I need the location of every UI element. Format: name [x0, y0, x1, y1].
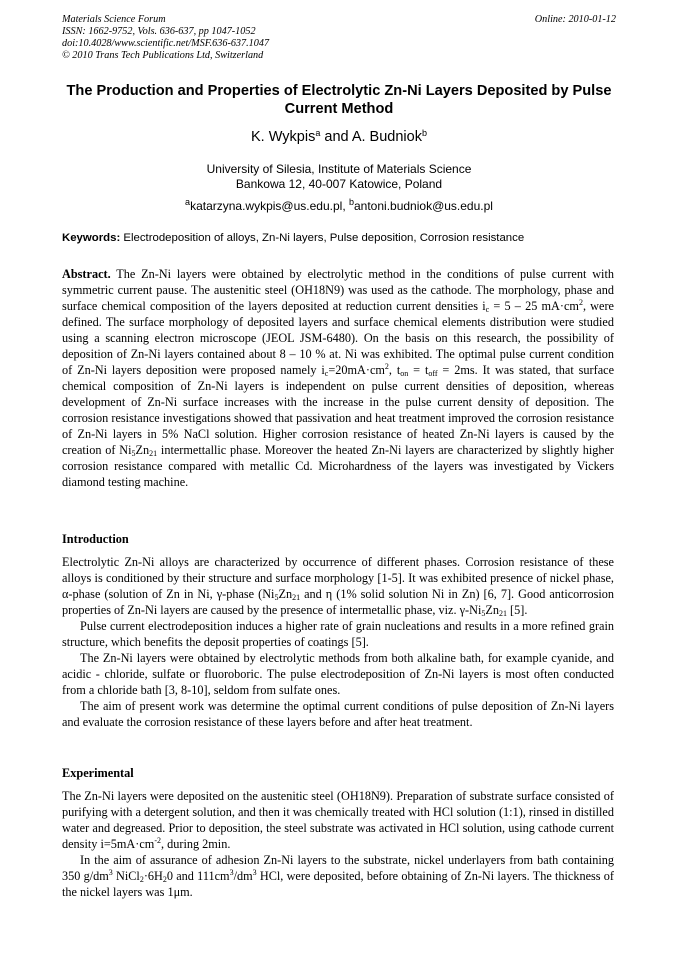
text-run: HCl, were deposited, before obtaining of Zn-Ni layers. The thickness of the nickel layers was 1μm.: [62, 869, 614, 899]
email-link[interactable]: antoni.budniok@us.edu.pl: [354, 199, 493, 213]
subscript: off: [428, 369, 438, 378]
subscript: 21: [149, 449, 158, 458]
subscript: 2: [139, 875, 144, 884]
author-name: K. Wykpis: [251, 129, 316, 145]
subscript: 2: [162, 875, 167, 884]
author-emails: [0, 199, 678, 213]
superscript: 3: [108, 868, 113, 877]
journal-issn: ISSN: 1662-9752, Vols. 636-637, pp 1047-1052: [62, 26, 256, 37]
introduction-section: [62, 554, 614, 730]
subscript: 5: [274, 593, 279, 602]
superscript: 3: [252, 868, 257, 877]
affiliation-mark: a: [315, 128, 321, 138]
abstract-label: Abstract.: [62, 267, 111, 281]
online-date: Online: 2010-01-12: [534, 14, 616, 25]
affiliation-institute: University of Silesia, Institute of Materials Science: [206, 162, 472, 176]
keywords-label: Keywords:: [62, 232, 121, 244]
affiliation-mark: a: [185, 197, 191, 207]
text-run: 0 and 111cm: [166, 869, 230, 883]
journal-doi: doi:10.4028/www.scientific.net/MSF.636-637.1047: [62, 38, 270, 49]
text-run: NiCl: [112, 869, 140, 883]
affiliation-mark: b: [421, 128, 427, 138]
text-run: = t: [408, 363, 429, 377]
text-run: Zn: [278, 587, 293, 601]
affiliation-mark: b: [348, 197, 354, 207]
affiliation-address: Bankowa 12, 40-007 Katowice, Poland: [235, 177, 443, 191]
subscript: 21: [292, 593, 301, 602]
superscript: 3: [229, 868, 234, 877]
experimental-section: [62, 788, 614, 900]
author-list: [0, 129, 678, 145]
text-run: The Zn-Ni layers were deposited on the austenitic steel (OH18N9). Preparation of substrate surface consisted of purifying with a detergent solution, and then it was chemically treated with HCl solution (1:1), rinsed in distilled water and degreased. Prior to deposition, the steel substrate was activated in HCl solution, using cathode current density i=5mA·cm: [62, 789, 614, 851]
keywords: [62, 232, 618, 244]
text-run: /dm: [233, 869, 253, 883]
text-run: , during 2min.: [160, 837, 231, 851]
abstract-paragraph: [62, 266, 614, 490]
paragraph: The Zn-Ni layers were obtained by electrolytic methods from both alkaline bath, for example cyanide, and acidic - chloride, sulfate or fluoroboric. The pulse electrodeposition of Zn-Ni layers is most often conducted from a chloride bath [3, 8-10], seldom from sulfate ones.: [62, 651, 614, 697]
subscript: 5: [131, 449, 136, 458]
text-run: =20mA·cm: [328, 363, 385, 377]
paper-title: The Production and Properties of Electrolytic Zn-Ni Layers Deposited by Pulse Current Method: [66, 83, 612, 117]
journal-name: Materials Science Forum: [62, 14, 166, 25]
text-run: Zn: [135, 443, 150, 457]
paragraph: [62, 788, 614, 852]
text-run: In the aim of assurance of adhesion Zn-Ni layers to the substrate, nickel underlayers from bath containing 350 g/dm: [62, 853, 614, 883]
abstract: [62, 266, 614, 490]
text-run: , were defined. The surface morphology of deposited layers and surface chemical elements distribution were studied using a scanning electron microscope (JEOL JSM-6480). On the basis on this research, the possibility of deposition of Zn-Ni layers contained about 8 – 10 % at. Ni was exhibited. The optimal pulse current condition of Zn-Ni layers deposition were proposed namely i: [62, 299, 614, 377]
section-heading-introduction: Introduction: [62, 532, 129, 546]
text-run: [5].: [506, 603, 528, 617]
journal-copyright: © 2010 Trans Tech Publications Ltd, Switzerland: [62, 50, 264, 61]
subscript: c: [485, 305, 490, 314]
affiliation: [0, 162, 678, 192]
text-run: = 2ms. It was stated, that surface chemical composition of Zn-Ni layers is independent on pulse current densities of deposition, whereas development of Zn-Ni surface increases with the increase in the pulse current density of deposition. The corrosion resistance investigations showed that passivation and heat treatment improved the corrosion resistance of Zn-Ni layers in 5% NaCl solution. Higher corrosion resistance of heated Zn-Ni layers is caused by the creation of Ni: [62, 363, 615, 457]
author-name: A. Budniok: [351, 129, 422, 145]
paragraph: Pulse current electrodeposition induces a higher rate of grain nucleations and results in a more refined grain structure, which benefits the deposit properties of coatings [5].: [62, 619, 614, 649]
section-heading-experimental: Experimental: [62, 766, 134, 780]
superscript: 2: [578, 298, 583, 307]
text-run: ·6H: [143, 869, 163, 883]
superscript: 2: [384, 362, 389, 371]
subscript: 5: [481, 609, 486, 618]
text-run: Electrolytic Zn-Ni alloys are characterized by occurrence of different phases. Corrosion resistance of these alloys is conditioned by their structure and surface morphology [1-5]. It was exhibited presence of nickel phase, α-phase (solution of Zn in Ni, γ-phase (Ni: [62, 555, 614, 601]
keywords-text: Electrodeposition of alloys, Zn-Ni layers, Pulse deposition, Corrosion resistance: [120, 232, 525, 244]
text-run: The Zn-Ni layers were obtained by electrolytic method in the conditions of pulse current with symmetric current pause. The austenitic steel (OH18N9) was used as the cathode. The morphology, phase and surface chemical composition of the layers deposited at reduction current densities i: [62, 267, 614, 313]
paragraph: [62, 852, 614, 900]
paragraph: [62, 554, 614, 618]
superscript: -2: [154, 836, 161, 845]
subscript: c: [324, 369, 329, 378]
author-separator: and: [320, 129, 352, 145]
paragraph: The aim of present work was determine the optimal current conditions of pulse deposition of Zn-Ni layers and evaluate the corrosion resistance of these layers before and after heat treatment.: [62, 699, 614, 729]
subscript: on: [400, 369, 409, 378]
text-run: intermettallic phase. Moreover the heated Zn-Ni layers are characterized by slightly higher corrosion resistance compared with metallic Cd. Microhardness of the layers was investigated by Vickers diamond testing machine.: [62, 443, 614, 489]
text-run: , t: [388, 363, 401, 377]
subscript: 21: [498, 609, 507, 618]
email-link[interactable]: katarzyna.wykpis@us.edu.pl: [190, 199, 343, 213]
journal-header: [62, 14, 616, 62]
text-run: and η (1% solid solution Ni in Zn) [6, 7]. Good anticorrosion properties of Zn-Ni layers are caused by the presence of intermetallic phase, viz. γ-Ni: [62, 587, 614, 617]
text-run: = 5 – 25 mA·cm: [489, 299, 579, 313]
email-separator: ,: [342, 199, 349, 213]
text-run: Zn: [485, 603, 499, 617]
